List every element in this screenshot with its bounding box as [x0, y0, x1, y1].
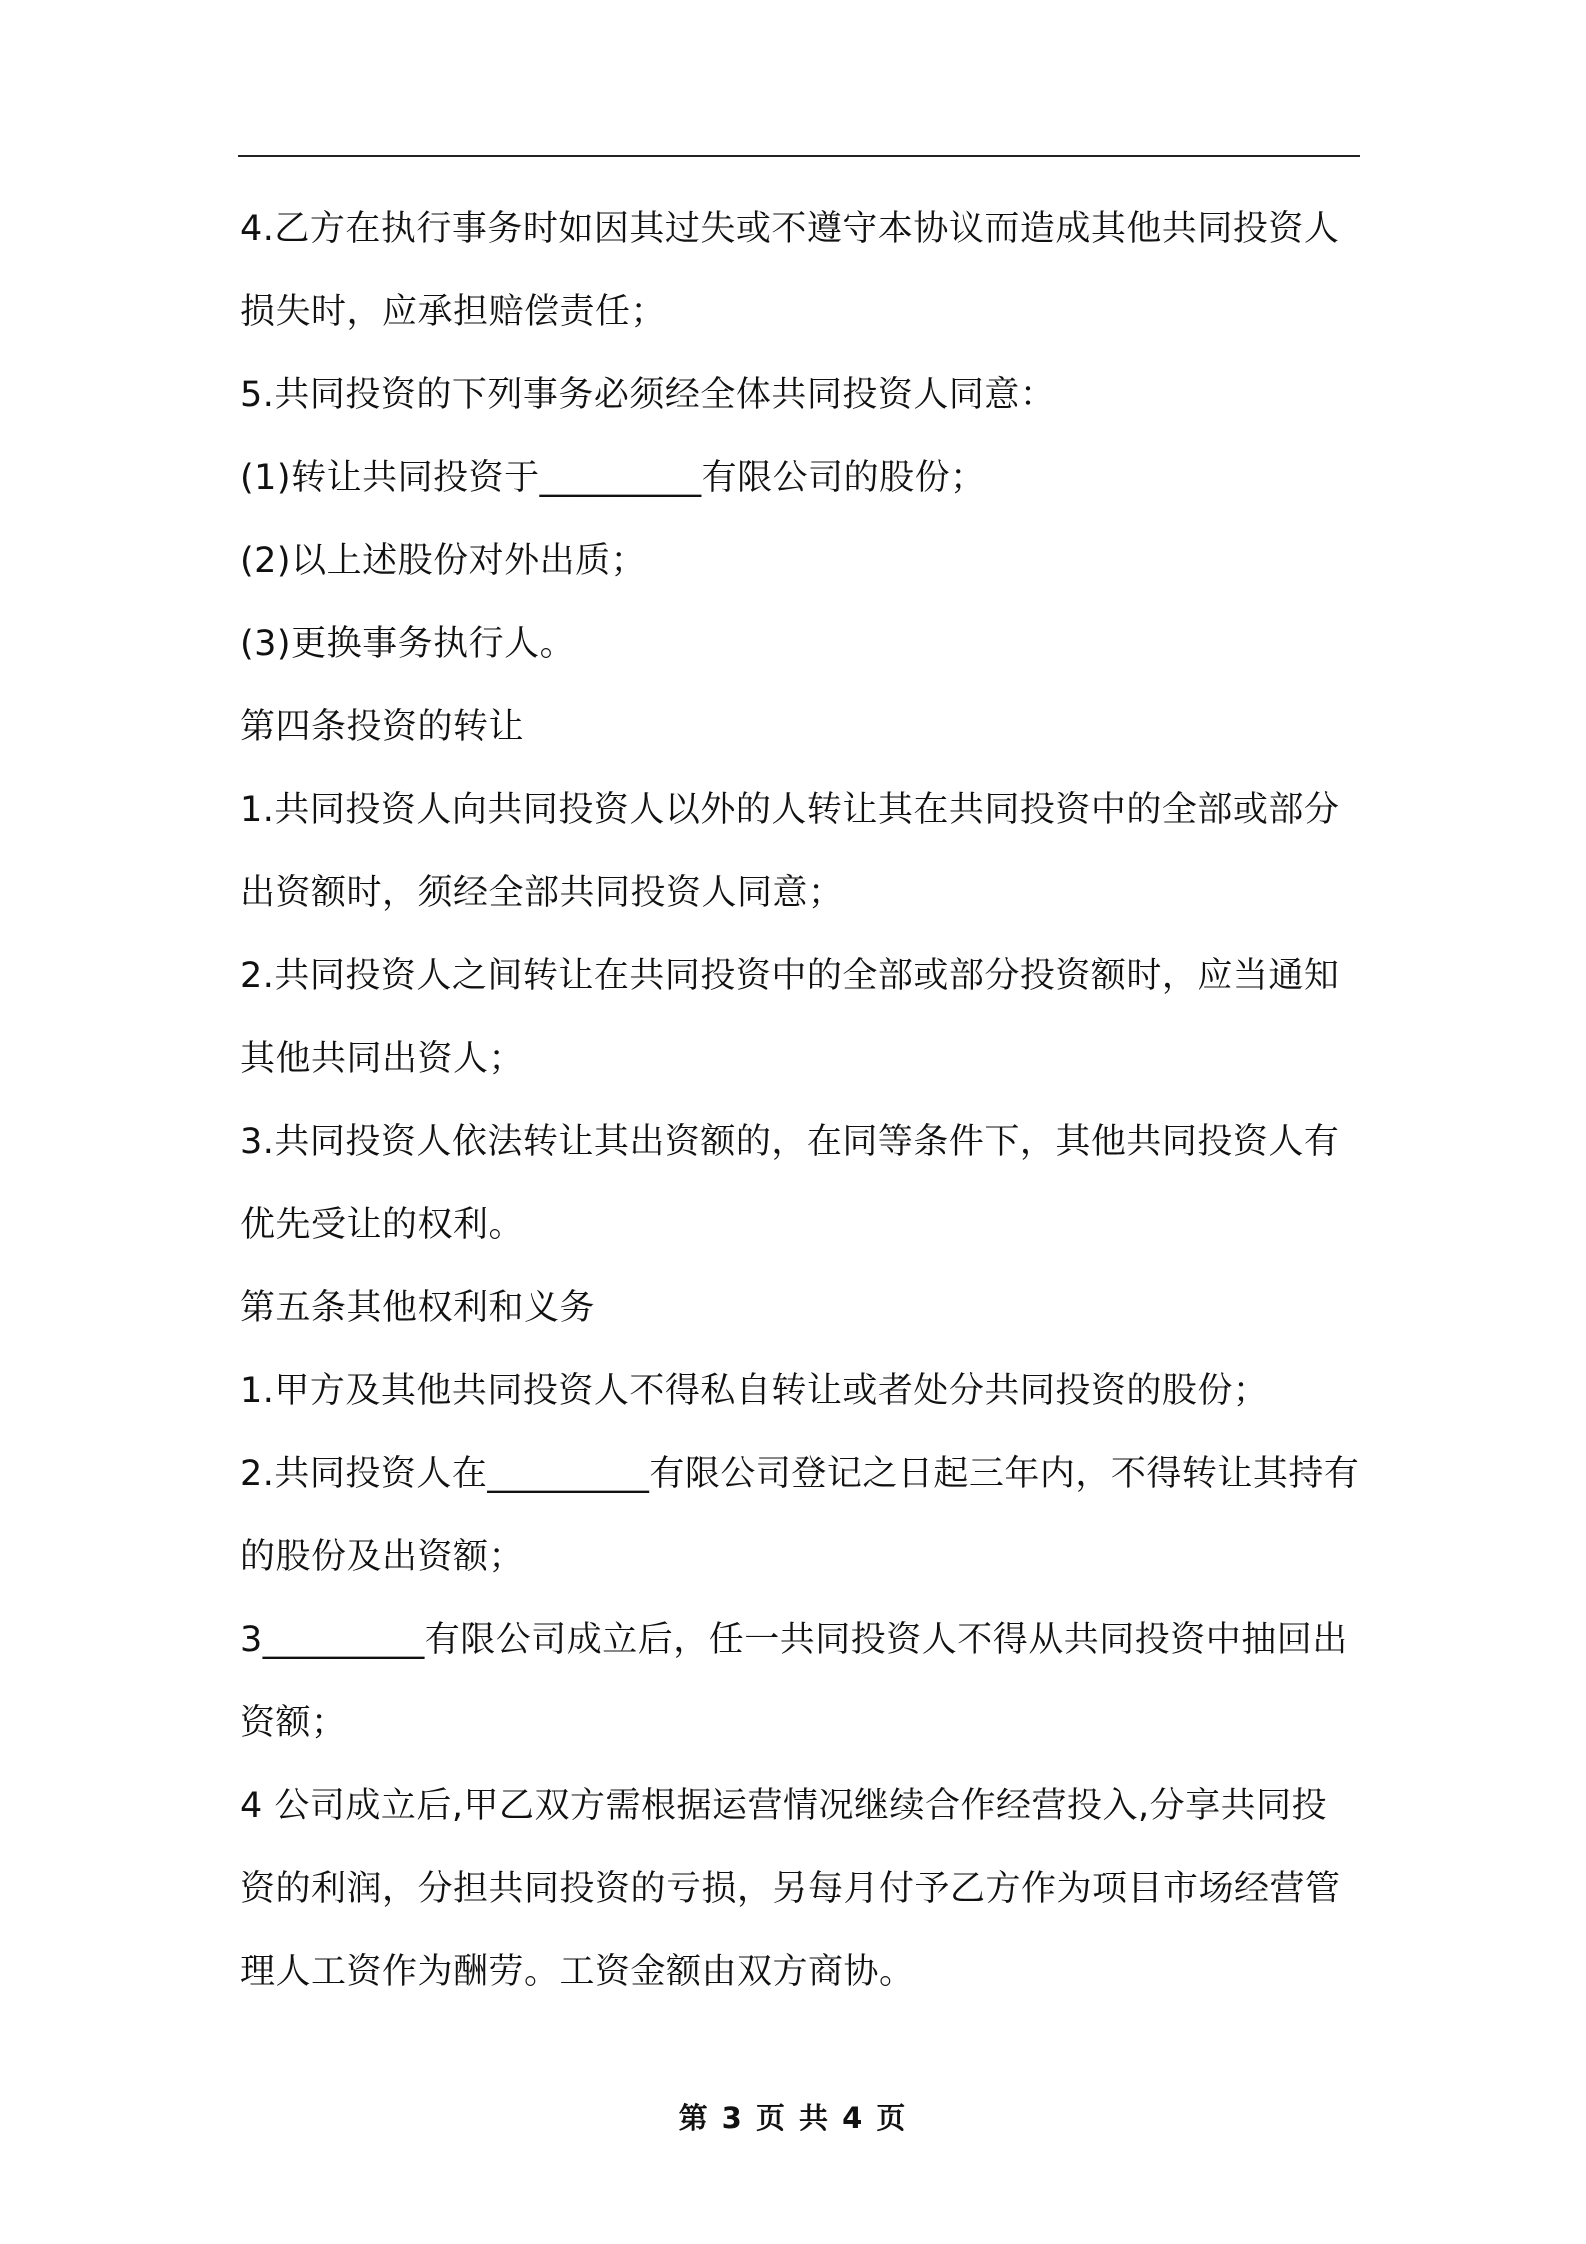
section-heading-article-4: 第四条投资的转让: [240, 707, 525, 747]
article-4-clause-3: 3.共同投资人依法转让其出资额的，在同等条件下，其他共同投资人有优先受让的权利。: [240, 1122, 1340, 1245]
paragraph-4-liability: 4.乙方在执行事务时如因其过失或不遵守本协议而造成其他共同投资人损失时，应承担赔偿责任；: [240, 209, 1340, 332]
paragraph-5-unanimous-matters: 5.共同投资的下列事务必须经全体共同投资人同意：: [240, 375, 1056, 415]
article-4-clause-1: 1.共同投资人向共同投资人以外的人转让其在共同投资中的全部或部分出资额时，须经全部共同投资人同意；: [240, 790, 1340, 913]
article-5-clause-1: 1.甲方及其他共同投资人不得私自转让或者处分共同投资的股份；: [240, 1371, 1269, 1411]
article-4-clause-2: 2.共同投资人之间转让在共同投资中的全部或部分投资额时，应当通知其他共同出资人；: [240, 956, 1340, 1079]
header-rule: [238, 155, 1360, 157]
article-5-clause-4: 4 公司成立后,甲乙双方需根据运营情况继续合作经营投入,分享共同投资的利润，分担共同投资的亏损，另每月付予乙方作为项目市场经营管理人工资作为酬劳。工资金额由双方商协。: [240, 1786, 1341, 1992]
paragraph-item-2: (2)以上述股份对外出质；: [240, 541, 647, 581]
article-5-clause-2: 2.共同投资人在_________有限公司登记之日起三年内，不得转让其持有的股份及出资额；: [240, 1454, 1360, 1577]
section-heading-article-5: 第五条其他权利和义务: [240, 1288, 596, 1328]
page-number-footer: 第 3 页 共 4 页: [678, 2101, 908, 2135]
paragraph-item-1: (1)转让共同投资于_________有限公司的股份；: [240, 458, 986, 498]
article-5-clause-3: 3_________有限公司成立后，任一共同投资人不得从共同投资中抽回出资额；: [240, 1620, 1348, 1743]
paragraph-item-3: (3)更换事务执行人。: [240, 624, 576, 664]
document-body: [240, 188, 1362, 2014]
